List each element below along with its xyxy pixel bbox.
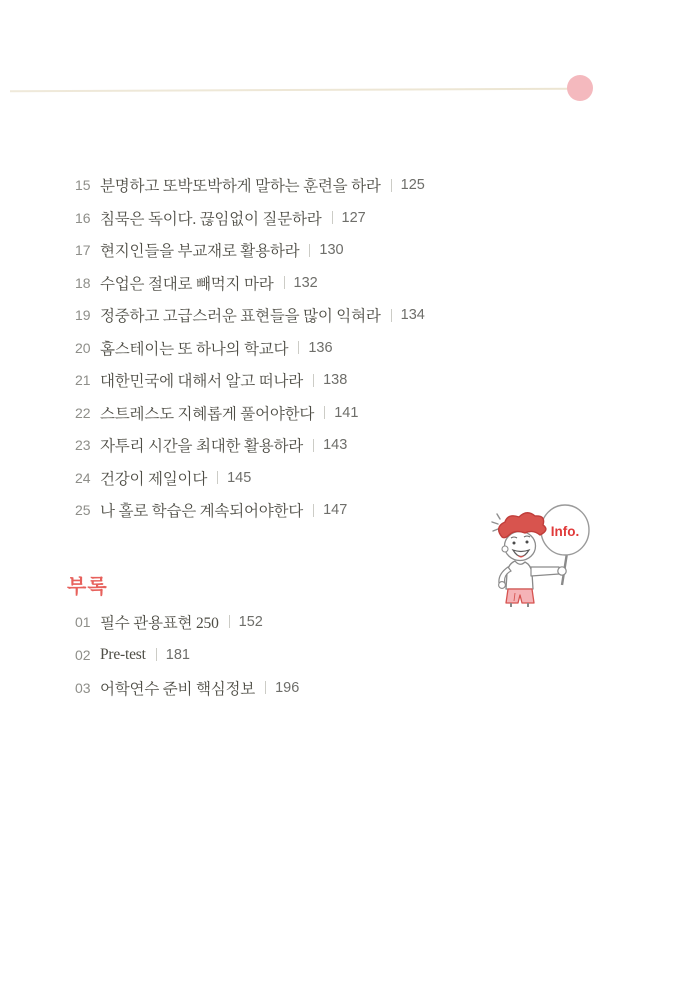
appendix-item-page: 181 bbox=[165, 646, 190, 663]
toc-item-title: 침묵은 독이다. 끊임없이 질문하라 bbox=[100, 210, 322, 228]
toc-item-title: 스트레스도 지혜롭게 풀어야한다 bbox=[100, 405, 315, 423]
toc-item-page: 147 bbox=[323, 502, 348, 519]
toc-row bbox=[75, 299, 545, 332]
toc-item-number: 16 bbox=[75, 209, 91, 226]
toc-item-page: 143 bbox=[323, 437, 348, 454]
toc-item-page: 130 bbox=[319, 242, 344, 259]
page-separator bbox=[324, 406, 325, 419]
page-separator bbox=[284, 276, 285, 289]
toc-item-number: 22 bbox=[75, 404, 91, 421]
toc-item-title: 수업은 절대로 빼먹지 마라 bbox=[100, 275, 274, 293]
toc-item-page: 132 bbox=[293, 274, 318, 291]
toc-item-title: 홈스테이는 또 하나의 학교다 bbox=[100, 340, 289, 358]
appendix-item-title: 어학연수 준비 핵심정보 bbox=[100, 680, 256, 698]
page-separator bbox=[332, 211, 333, 224]
toc-item-title: 자투리 시간을 최대한 활용하라 bbox=[100, 438, 304, 456]
toc-row bbox=[75, 494, 545, 527]
page-separator bbox=[313, 374, 314, 387]
toc-item-page: 127 bbox=[341, 209, 366, 226]
toc-item-page: 138 bbox=[323, 372, 348, 389]
toc-item-number: 25 bbox=[75, 502, 91, 519]
page-separator bbox=[391, 179, 392, 192]
toc-row bbox=[75, 397, 545, 430]
page-separator bbox=[298, 341, 299, 354]
toc-item-title: 현지인들을 부교재로 활용하라 bbox=[100, 243, 300, 261]
appendix-row bbox=[75, 638, 475, 671]
appendix-item-title: Pre-test bbox=[100, 645, 146, 663]
appendix-item-number: 01 bbox=[75, 613, 91, 630]
page-separator bbox=[217, 471, 218, 484]
page-separator bbox=[229, 615, 230, 628]
page-separator bbox=[313, 439, 314, 452]
toc-row bbox=[75, 202, 545, 235]
toc-item-number: 19 bbox=[75, 307, 91, 324]
toc-row bbox=[75, 234, 545, 267]
info-character-illustration bbox=[487, 493, 605, 607]
toc-item-page: 136 bbox=[308, 339, 333, 356]
toc-item-number: 24 bbox=[75, 469, 91, 486]
toc-row bbox=[75, 462, 545, 495]
toc-item-number: 20 bbox=[75, 339, 91, 356]
page-separator bbox=[391, 309, 392, 322]
appendix-item-page: 152 bbox=[238, 613, 263, 630]
toc-row bbox=[75, 267, 545, 300]
toc-row bbox=[75, 364, 545, 397]
toc-item-number: 15 bbox=[75, 177, 91, 194]
appendix-item-title: 필수 관용표현 250 bbox=[100, 614, 219, 632]
header-rule bbox=[10, 88, 572, 92]
appendix-item-number: 02 bbox=[75, 646, 91, 663]
toc-list bbox=[75, 169, 545, 527]
toc-row bbox=[75, 169, 545, 202]
page-separator bbox=[156, 648, 157, 661]
toc-row bbox=[75, 429, 545, 462]
toc-item-number: 18 bbox=[75, 274, 91, 291]
page-separator bbox=[309, 244, 310, 257]
toc-row bbox=[75, 332, 545, 365]
toc-item-page: 125 bbox=[400, 177, 425, 194]
toc-item-title: 정중하고 고급스러운 표현들을 많이 익혀라 bbox=[100, 308, 381, 326]
appendix-row bbox=[75, 605, 475, 638]
appendix-row bbox=[75, 671, 475, 704]
toc-item-number: 23 bbox=[75, 437, 91, 454]
appendix-list bbox=[75, 605, 475, 704]
pink-dot-ornament bbox=[567, 75, 593, 101]
page-separator bbox=[313, 504, 314, 517]
toc-item-page: 145 bbox=[227, 469, 252, 486]
appendix-heading: 부록 bbox=[67, 576, 108, 598]
toc-item-number: 17 bbox=[75, 242, 91, 259]
appendix-item-page: 196 bbox=[275, 679, 300, 696]
toc-item-page: 134 bbox=[400, 307, 425, 324]
toc-item-page: 141 bbox=[334, 404, 359, 421]
toc-item-title: 나 홀로 학습은 계속되어야한다 bbox=[100, 503, 304, 521]
appendix-item-number: 03 bbox=[75, 679, 91, 696]
info-balloon-label: Info. bbox=[550, 524, 580, 539]
toc-item-number: 21 bbox=[75, 372, 91, 389]
page-separator bbox=[265, 681, 266, 694]
toc-item-title: 대한민국에 대해서 알고 떠나라 bbox=[100, 373, 304, 391]
toc-item-title: 건강이 제일이다 bbox=[100, 470, 208, 488]
toc-item-title: 분명하고 또박또박하게 말하는 훈련을 하라 bbox=[100, 178, 381, 196]
